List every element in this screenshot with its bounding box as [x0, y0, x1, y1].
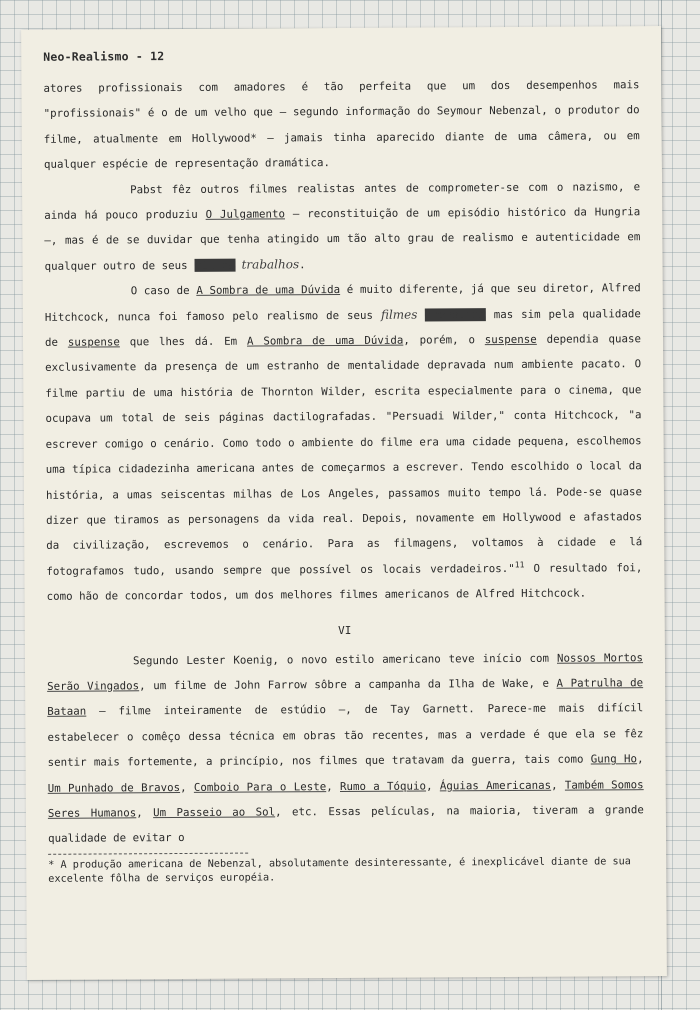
paragraph-2-text-b: — reconstituição de um episódio histórico da Hungria —, mas é de se duvidar que tenha atingido um tão alto grau de realismo e autenticidade em qualquer outro de seus	[44, 205, 641, 273]
footnote-mark: *	[48, 859, 55, 871]
paragraph-1-text-b: — jamais tinha aparecido diante de uma câmera, ou em qualquer espécie de representação dramática.	[43, 128, 640, 172]
paragraph-4-text-a: Segundo Lester Koenig, o novo estilo americano teve início com	[132, 651, 558, 667]
paragraph-4-text-c: — filme inteiramente de estúdio —, de Tay Garnett. Parece-me mais difícil estabelecer o comêço dessa técnica em obras tão recentes, mas a verdade é que ela se fêz sentir mais fortemente, a princípio, nos filmes que tratavam da guerra, tais como	[47, 701, 644, 769]
paragraph-1-text-a: atores profissionais com amadores é tão perfeita que um dos desempenhos mais "profissionais" é o de um velho que — segundo informação do Seymour Nebenzal, o produtor do filme, atualmente em Hollywood	[43, 78, 640, 146]
list-separator: ,	[136, 806, 154, 820]
typed-page	[21, 26, 667, 980]
film-title: A Patrulha de Bataan	[47, 676, 644, 719]
note-reference: 11	[514, 560, 525, 570]
footnote	[48, 855, 644, 887]
footnote-text: A produção americana de Nebenzal, absolutamente desinteressante, é inexplicável diante de sua excelente fôlha de serviços européia.	[48, 856, 631, 885]
film-title: Um Passeio ao Sol	[153, 805, 276, 820]
paragraph-4	[47, 645, 644, 852]
film-title: Águias Americanas	[439, 778, 552, 792]
film-title: Nossos Mortos Serão Vingados	[47, 650, 643, 693]
paragraph-4-text-d: , etc. Essas películas, na maioria, tiveram a grande qualidade de evitar o	[48, 803, 644, 846]
film-title: Gung Ho	[590, 752, 638, 766]
paragraph-1	[43, 72, 640, 177]
film-title: Rumo a Tóquio	[339, 779, 427, 793]
film-title: Um Punhado de Bravos	[47, 780, 181, 795]
film-title: O Julgamento	[205, 207, 286, 221]
paragraph-2-text-a: Pabst fêz outros filmes realistas antes de comprometer-se com o nazismo, e ainda há pouco produziu	[44, 179, 641, 222]
list-separator: ,	[180, 780, 194, 794]
term-suspense: suspense	[67, 335, 120, 349]
footnote-divider	[48, 852, 248, 854]
paragraph-3-text-f: dependia quase exclusivamente da presença de um estranho de mentalidade depravada num ambiente pacato. O filme partiu de uma história de Thornton Wilder, escrita especialmente para o cinema, que ocupava um total de seis páginas dactilografadas. "Persuadi Wilder," conta Hitchcock, "a escrever comigo o cenário. Como todo o ambiente do filme era uma cidade pequena, escolhemos uma típica cidadezinha americana antes de começarmos a escrever. Tendo escolhido o local da história, a umas seiscentas milhas de Los Angeles, passamos muito tempo lá. Pode-se quase dizer que tiramos as personagens da vida real. Depois, novamente em Hollywood e afastados da civilização, escrevemos o cenário. Para as filmagens, voltamos à cidade e lá fotografamos tudo, usando sempre que possível os locais verdadeiros."	[45, 332, 643, 578]
section-number: VI	[338, 623, 352, 637]
handwritten-correction: filmes	[380, 307, 418, 322]
list-separator: ,	[637, 752, 644, 766]
paragraph-2	[44, 174, 641, 279]
struck-word: trabalhos	[426, 307, 485, 322]
paragraph-3-text-g: O resultado foi, como hão de concordar todos, um dos melhores filmes americanos de Alfred Hitchcock.	[46, 560, 643, 603]
film-title: A Sombra de uma Dúvida	[196, 283, 341, 298]
paragraph-3-text-d: que lhes dá. Em	[119, 334, 248, 349]
paragraph-3	[45, 275, 643, 609]
paragraph-3-text-c: mas sim pela qualidade de	[44, 306, 641, 349]
list-separator: ,	[326, 779, 341, 793]
handwritten-correction: trabalhos	[241, 257, 300, 272]
paragraph-3-text-a: O caso de	[130, 284, 197, 298]
paragraph-2-text-c: .	[299, 258, 306, 272]
film-title: Comboio Para o Leste	[193, 779, 327, 794]
paragraph-3-text-b: é muito diferente, já que seu diretor, Alfred Hitchcock, nunca foi famoso pelo realismo de seus	[44, 281, 641, 324]
paragraph-3-text-e: , porém, o	[403, 333, 485, 347]
term-suspense: suspense	[484, 332, 537, 347]
footnote-marker: *	[250, 131, 257, 145]
list-separator: ,	[551, 778, 565, 792]
page-header: Neo-Realismo - 12	[43, 49, 165, 64]
film-title: A Sombra de uma Dúvida	[246, 333, 404, 348]
film-title: Também Somos Seres Humanos	[47, 777, 644, 820]
list-separator: ,	[426, 778, 440, 793]
struck-word: filmes	[195, 258, 235, 272]
paragraph-4-text-b: , um filme de John Farrow sôbre a campanha da Ilha de Wake, e	[139, 676, 557, 693]
